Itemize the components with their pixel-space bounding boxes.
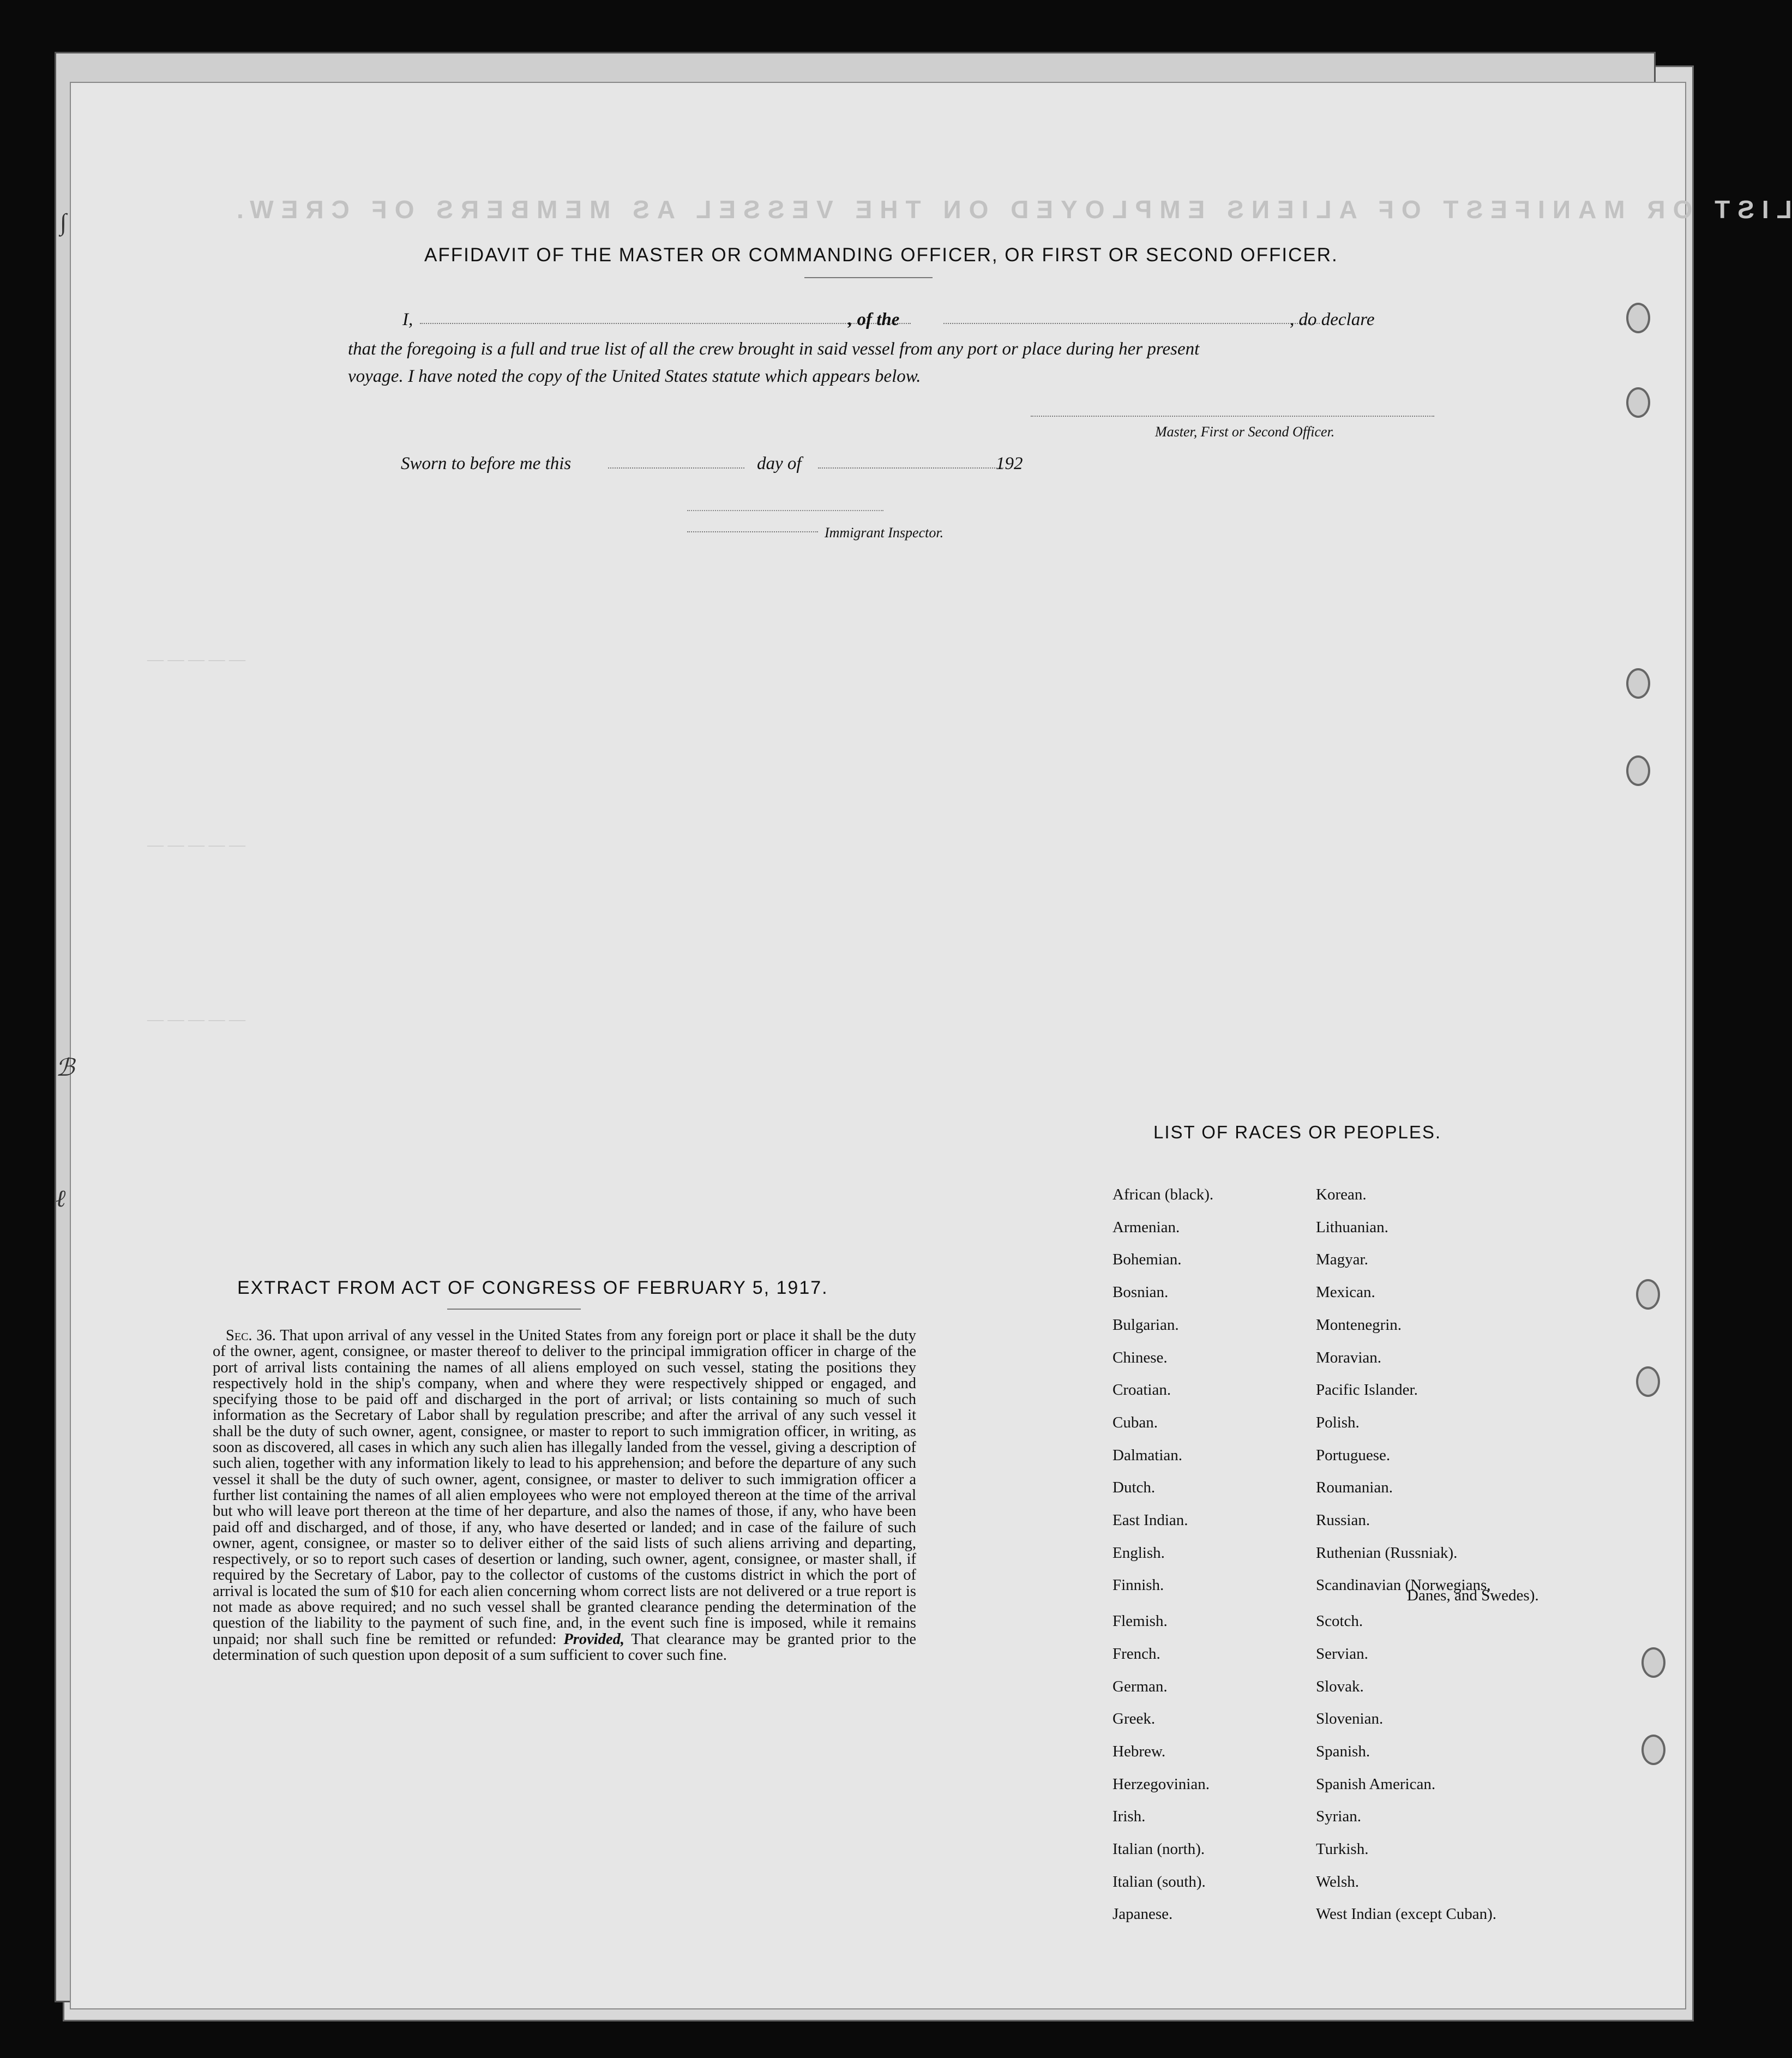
extract-title-rule [447, 1309, 581, 1310]
race-item: Dalmatian. [1113, 1446, 1183, 1464]
races-title: LIST OF RACES OR PEOPLES. [1153, 1122, 1442, 1142]
race-item: Irish. [1113, 1808, 1146, 1826]
master-name-field[interactable] [420, 323, 911, 324]
race-item: Roumanian. [1316, 1479, 1393, 1497]
margin-mark: ∫ [60, 209, 67, 236]
officer-signature-field[interactable] [1031, 416, 1434, 417]
statute-text [213, 1328, 916, 1663]
race-item: Ruthenian (Russniak). [1316, 1544, 1458, 1562]
statute-body-part-1: That upon arrival of any vessel in the United States from any foreign port or place it shall be the duty of the owner, agent, consignee, or master thereof to deliver to the principal immigration officer in charge of the port of arrival lists containing the names of all aliens employed on such vessel, stating the positions they respectively hold in the ship's company, when and where they were respectively shipped or engaged, and specifying those to be paid off and discharged in the port of arrival; or lists containing so much of such information as the Secretary of Labor shall by regulation prescribe; and after the arrival of any such vessel it shall be the duty of such owner, agent, consignee, or master to report to such immigration officer, in writing, as soon as discovered, all cases in which any such alien has illegally landed from the vessel, giving a description of such alien, together with any information likely to lead to his apprehension; and before the departure of any such vessel it shall be the duty of such owner, agent, consignee, or master to deliver to such immigration officer a further list containing the names of all alien employees who were not employed thereon at the time of the arrival but who will leave port thereon at the time of her departure, and also the names of those, if any, who have been paid off and discharged, and of those, if any, who have deserted or landed; and in case of the failure of such owner, agent, consignee, or master so to deliver either of the said lists of such aliens arriving and departing, respectively, or so to report such cases of desertion or landing, such owner, agent, consignee, or master shall, if required by the Secretary of Labor, pay to the collector of customs of the customs district in which the port of arrival is located the sum of $10 for each alien concerning whom correct lists are not delivered or a true report is not made as above required; and no such vessel shall be granted clearance pending the determination of the question of the liability to the payment of such fine, and, in the event such fine is imposed, while it remains unpaid; nor shall such fine be remitted or refunded: [213, 1327, 916, 1648]
race-item: Servian. [1316, 1645, 1368, 1663]
ghost-row: — — — — — [147, 836, 245, 854]
affidavit-title: AFFIDAVIT OF THE MASTER OR COMMANDING OFFICER, OR FIRST OR SECOND OFFICER. [424, 244, 1338, 266]
sworn-month-field[interactable] [818, 467, 1003, 469]
binder-hole [1626, 303, 1650, 333]
margin-mark: ℓ [56, 1185, 66, 1212]
race-item: Montenegrin. [1316, 1316, 1402, 1334]
race-item: Spanish American. [1316, 1775, 1436, 1793]
race-item: East Indian. [1113, 1511, 1188, 1529]
race-item: West Indian (except Cuban). [1316, 1905, 1497, 1923]
inspector-caption: Immigrant Inspector. [825, 525, 944, 541]
race-item: Korean. [1316, 1186, 1367, 1203]
day-of-label: day of [757, 454, 802, 473]
bleed-through-heading: LIST OR MANIFEST OF ALIENS EMPLOYED ON THE VESSEL AS MEMBERS OF CREW. [229, 195, 1792, 224]
race-item: Flemish. [1113, 1612, 1168, 1630]
race-item: Greek. [1113, 1710, 1156, 1728]
race-item: Russian. [1316, 1511, 1370, 1529]
race-item: Pacific Islander. [1316, 1381, 1418, 1399]
affidavit-of-the-label: , of the [848, 310, 900, 329]
binder-hole [1626, 755, 1650, 786]
sworn-day-field[interactable] [608, 467, 744, 469]
race-item: Syrian. [1316, 1808, 1361, 1826]
race-item: African (black). [1113, 1186, 1214, 1203]
race-item: Italian (north). [1113, 1840, 1205, 1858]
binder-hole [1626, 668, 1650, 699]
document-page [56, 82, 1792, 2009]
race-item: Dutch. [1113, 1479, 1156, 1497]
race-item: Finnish. [1113, 1576, 1164, 1594]
race-item: Hebrew. [1113, 1742, 1166, 1760]
margin-mark: ℬ [56, 1054, 75, 1081]
year-label: 192 [996, 454, 1023, 473]
race-item: Magyar. [1316, 1251, 1368, 1269]
race-item: Chinese. [1113, 1348, 1168, 1366]
race-item: Croatian. [1113, 1381, 1171, 1399]
sworn-label: Sworn to before me this [401, 454, 572, 473]
provided-label: Provided, [563, 1630, 624, 1648]
binder-hole [1641, 1735, 1665, 1765]
race-item: Italian (south). [1113, 1873, 1206, 1891]
statute-body-part-2: That clearance may be granted prior to the determination of such question upon deposit of a sum sufficient to cover such fine. [213, 1630, 916, 1664]
binder-hole [1636, 1279, 1660, 1310]
affidavit-i-label: I, [402, 310, 413, 329]
affidavit-title-rule [804, 277, 933, 278]
ghost-row: — — — — — [147, 1010, 245, 1028]
race-item: Cuban. [1113, 1413, 1158, 1431]
race-item: French. [1113, 1645, 1160, 1663]
section-label: Sec. 36. [226, 1327, 276, 1344]
race-item: Japanese. [1113, 1905, 1173, 1923]
affidavit-line-2: that the foregoing is a full and true list of all the crew brought in said vessel from any port or place during her present [348, 339, 1200, 359]
race-item: Welsh. [1316, 1873, 1360, 1891]
binder-hole [1641, 1647, 1665, 1678]
ghost-row: — — — — — [147, 650, 245, 668]
binder-hole [1636, 1366, 1660, 1397]
race-item: Scotch. [1316, 1612, 1363, 1630]
race-item: Bosnian. [1113, 1283, 1169, 1301]
race-item: German. [1113, 1677, 1168, 1695]
race-item: Mexican. [1316, 1283, 1375, 1301]
race-item: Portuguese. [1316, 1446, 1391, 1464]
race-item: Bulgarian. [1113, 1316, 1179, 1334]
race-item: Slovenian. [1316, 1710, 1384, 1728]
race-item: Bohemian. [1113, 1251, 1182, 1269]
race-item: Turkish. [1316, 1840, 1369, 1858]
extract-title: EXTRACT FROM ACT OF CONGRESS OF FEBRUARY 5, 1917. [237, 1277, 828, 1298]
race-item: Lithuanian. [1316, 1218, 1388, 1236]
binder-hole [1626, 387, 1650, 418]
affidavit-declare-label: , do declare [1290, 310, 1375, 329]
race-item: Slovak. [1316, 1677, 1364, 1695]
inspector-signature-field[interactable] [687, 531, 818, 532]
race-item: Scandinavian (Norwegians, [1316, 1576, 1491, 1594]
affidavit-line-3: voyage. I have noted the copy of the United States statute which appears below. [348, 367, 921, 386]
race-item: Spanish. [1316, 1742, 1370, 1760]
race-item: Armenian. [1113, 1218, 1180, 1236]
race-right-continuation: Danes, and Swedes). [1407, 1587, 1539, 1604]
inspector-line-upper [687, 510, 883, 511]
race-item: Moravian. [1316, 1348, 1381, 1366]
race-item: Polish. [1316, 1413, 1360, 1431]
race-item: Herzegovinian. [1113, 1775, 1210, 1793]
race-item: English. [1113, 1544, 1165, 1562]
vessel-name-field[interactable] [943, 323, 1320, 324]
signature-caption: Master, First or Second Officer. [1155, 424, 1335, 440]
